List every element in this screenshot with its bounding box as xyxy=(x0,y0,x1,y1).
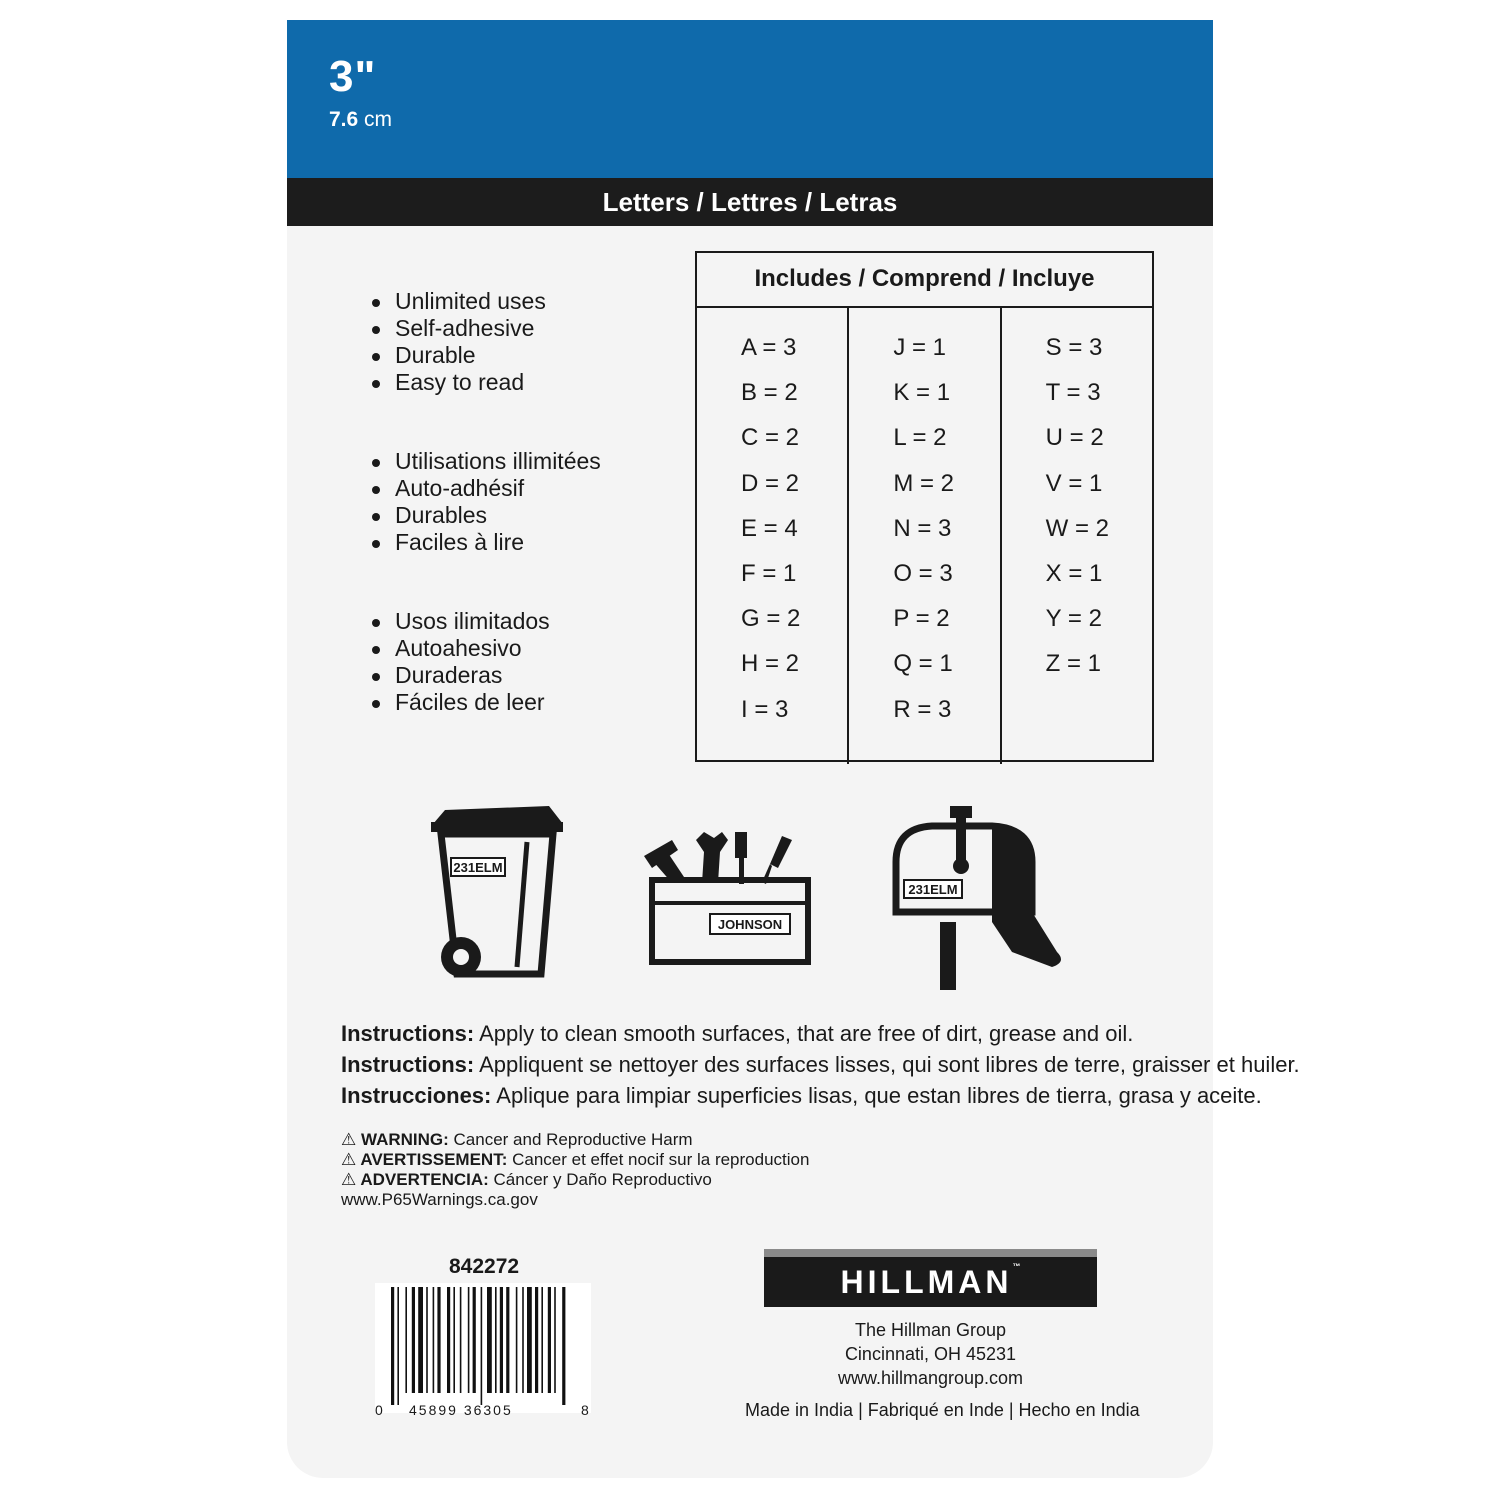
barcode-bar xyxy=(527,1287,532,1393)
feature-item: Auto-adhésif xyxy=(372,475,601,502)
feature-item: Usos ilimitados xyxy=(372,608,550,635)
brand-name: HILLMAN xyxy=(840,1264,1013,1300)
barcode-bar xyxy=(548,1287,551,1393)
letter-count: F = 1 xyxy=(741,559,797,587)
trash-can-icon xyxy=(427,802,567,984)
features-spanish xyxy=(372,608,550,716)
barcode-digits-middle: 45899 36305 xyxy=(409,1402,513,1418)
feature-item: Unlimited uses xyxy=(372,288,546,315)
barcode-bar xyxy=(412,1287,415,1393)
warning-line xyxy=(341,1170,809,1190)
letter-count: U = 2 xyxy=(1045,424,1104,452)
features-english xyxy=(372,288,546,396)
barcode-digit-right: 8 xyxy=(581,1402,589,1418)
letter-count: E = 4 xyxy=(741,514,798,542)
warning-text: Cancer and Reproductive Harm xyxy=(448,1130,693,1149)
mailbox-label: 231ELM xyxy=(908,882,958,897)
warning-label: ⚠ AVERTISSEMENT: xyxy=(341,1150,508,1169)
barcode-bar xyxy=(460,1287,462,1393)
warning-text: Cancer et effet nocif sur la reproduction xyxy=(507,1150,810,1169)
warning-label: ⚠ ADVERTENCIA: xyxy=(341,1170,489,1189)
size-cm-value: 7.6 xyxy=(329,108,359,131)
features-french xyxy=(372,448,601,556)
letter-count: Q = 1 xyxy=(893,650,953,678)
feature-item: Durables xyxy=(372,502,601,529)
barcode-bar xyxy=(500,1287,503,1393)
instructions-block xyxy=(341,1018,1300,1111)
letter-count: R = 3 xyxy=(893,695,952,723)
instruction-line xyxy=(341,1080,1300,1111)
barcode-bar xyxy=(433,1287,435,1393)
letter-count: W = 2 xyxy=(1045,514,1110,542)
company-url: www.hillmangroup.com xyxy=(837,1368,1024,1388)
size-cm-unit: cm xyxy=(364,108,393,131)
letter-count: Z = 1 xyxy=(1045,650,1102,678)
instruction-text: Appliquent se nettoyer des surfaces lisses, qui sont libres de terre, graisser et huiler. xyxy=(474,1052,1300,1077)
size-inches: 3" xyxy=(329,52,377,101)
barcode-bar xyxy=(506,1287,509,1393)
instruction-label: Instrucciones: xyxy=(341,1083,492,1108)
sku-number: 842272 xyxy=(449,1255,520,1278)
barcode-bar xyxy=(554,1287,556,1393)
barcode-bar xyxy=(562,1287,565,1405)
company-city: Cincinnati, OH 45231 xyxy=(844,1344,1017,1364)
letter-count: B = 2 xyxy=(741,379,798,407)
letter-count: N = 3 xyxy=(893,514,952,542)
instruction-label: Instructions: xyxy=(341,1052,475,1077)
hillman-logo xyxy=(764,1257,1097,1307)
barcode-bar xyxy=(418,1287,423,1393)
letter-count: H = 2 xyxy=(741,650,800,678)
barcode-bar xyxy=(453,1287,455,1393)
warning-label: ⚠ WARNING: xyxy=(341,1130,449,1149)
barcode-bar xyxy=(495,1287,497,1393)
barcode-bar xyxy=(541,1287,543,1393)
letter-count: P = 2 xyxy=(893,605,950,633)
letter-count: M = 2 xyxy=(893,469,955,497)
barcode-bar xyxy=(391,1287,394,1405)
barcode-bar xyxy=(522,1287,524,1393)
warning-line xyxy=(341,1150,809,1170)
letter-count: K = 1 xyxy=(893,379,951,407)
letter-count: C = 2 xyxy=(741,424,800,452)
instruction-text: Apply to clean smooth surfaces, that are free of dirt, grease and oil. xyxy=(474,1021,1134,1046)
company-info xyxy=(764,1318,1097,1390)
feature-item: Self-adhesive xyxy=(372,315,546,342)
trash-label: 231ELM xyxy=(453,860,503,875)
barcode-bar xyxy=(481,1287,483,1405)
feature-item: Fáciles de leer xyxy=(372,689,550,716)
barcode-bar xyxy=(447,1287,450,1393)
letter-count: O = 3 xyxy=(893,559,953,587)
letter-count: L = 2 xyxy=(893,424,947,452)
feature-item: Autoahesivo xyxy=(372,635,550,662)
warning-line xyxy=(341,1130,809,1150)
instruction-text: Aplique para limpiar superficies lisas, que estan libres de tierra, grasa y aceite. xyxy=(491,1083,1262,1108)
barcode-bar xyxy=(437,1287,440,1393)
trademark: ™ xyxy=(1012,1262,1021,1271)
country-of-origin: Made in India | Fabriqué en Inde | Hecho en India xyxy=(745,1400,1140,1420)
instruction-line xyxy=(341,1049,1300,1080)
warning-text: Cáncer y Daño Reproductivo xyxy=(488,1170,712,1189)
includes-column-2 xyxy=(849,308,1001,764)
barcode-bar xyxy=(535,1287,538,1393)
product-type-band: Letters / Lettres / Letras xyxy=(287,178,1213,226)
size-header xyxy=(287,20,1213,178)
letter-count: T = 3 xyxy=(1045,379,1101,407)
letter-count: D = 2 xyxy=(741,469,800,497)
letter-count: S = 3 xyxy=(1045,334,1103,361)
prop65-warning xyxy=(341,1130,809,1210)
letter-count: J = 1 xyxy=(893,334,947,361)
letter-count: I = 3 xyxy=(741,695,789,723)
feature-item: Easy to read xyxy=(372,369,546,396)
letter-count: G = 2 xyxy=(741,605,801,633)
barcode-digit-left: 0 xyxy=(375,1402,383,1418)
barcode-bar xyxy=(516,1287,518,1393)
barcode-bar xyxy=(487,1287,492,1393)
toolbox-label: JOHNSON xyxy=(717,917,783,932)
instruction-line xyxy=(341,1018,1300,1049)
package-back-card xyxy=(287,20,1300,1478)
barcode-bar xyxy=(405,1287,407,1393)
barcode-bar xyxy=(468,1287,470,1393)
includes-table xyxy=(695,251,1154,762)
logo-accent-bar xyxy=(764,1249,1097,1257)
barcode-icon xyxy=(375,1283,591,1413)
feature-item: Duraderas xyxy=(372,662,550,689)
letter-count: X = 1 xyxy=(1045,559,1103,587)
feature-item: Utilisations illimitées xyxy=(372,448,601,475)
includes-title: Includes / Comprend / Incluye xyxy=(697,253,1152,308)
includes-column-3 xyxy=(1002,308,1152,764)
feature-item: Durable xyxy=(372,342,546,369)
letter-count: A = 3 xyxy=(741,334,797,361)
size-cm xyxy=(329,108,392,132)
company-name: The Hillman Group xyxy=(854,1320,1007,1340)
instruction-label: Instructions: xyxy=(341,1021,475,1046)
letter-count: V = 1 xyxy=(1045,469,1103,497)
mailbox-icon xyxy=(892,802,1067,992)
feature-item: Faciles à lire xyxy=(372,529,601,556)
warning-url: www.P65Warnings.ca.gov xyxy=(341,1190,538,1209)
includes-column-1 xyxy=(697,308,849,764)
letter-count: Y = 2 xyxy=(1045,605,1102,633)
barcode-bar xyxy=(397,1287,399,1405)
toolbox-icon xyxy=(642,828,812,968)
barcode-bar xyxy=(473,1287,476,1393)
barcode-bar xyxy=(426,1287,428,1393)
